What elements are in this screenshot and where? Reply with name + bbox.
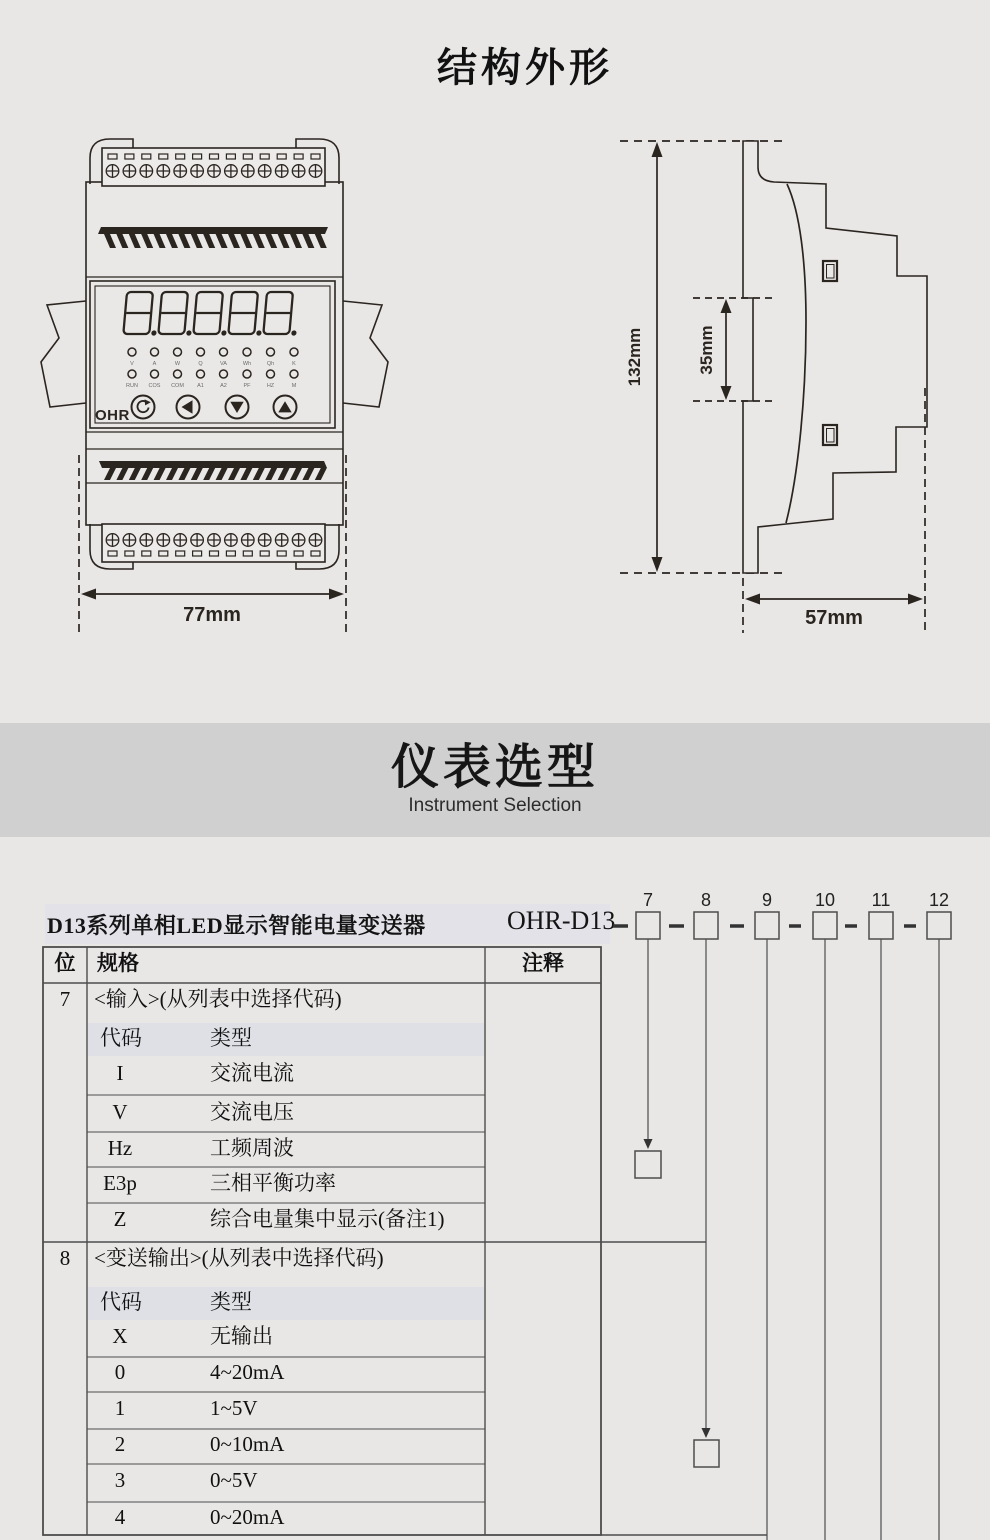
digit-label-11: 11 <box>871 890 891 910</box>
code-cell: 1 <box>114 1396 126 1420</box>
code-cell: E3p <box>103 1171 137 1195</box>
code-cell: I <box>116 1061 124 1085</box>
din-rail-right <box>343 301 388 407</box>
type-cell: 0~20mA <box>210 1505 285 1529</box>
leader-lines <box>648 939 939 1540</box>
digit-label-8: 8 <box>700 890 712 910</box>
section-title: <变送输出>(从列表中选择代码) <box>94 1246 384 1270</box>
height-dimension <box>652 142 663 572</box>
led-label: Qh <box>266 361 275 367</box>
type-cell: 三相平衡功率 <box>210 1171 336 1195</box>
led-label: W <box>174 361 181 367</box>
type-cell: 无输出 <box>210 1324 273 1348</box>
led-label: A1 <box>197 383 204 389</box>
spec-table-lines <box>43 947 767 1535</box>
code-col-header: 代码 <box>100 1290 142 1314</box>
type-cell: 0~10mA <box>210 1432 285 1456</box>
led-label: A2 <box>220 383 227 389</box>
code-cell: 0 <box>114 1360 126 1384</box>
led-label: VA <box>220 361 227 367</box>
product-line-name: D13系列单相LED显示智能电量变送器 <box>47 913 426 938</box>
digit-label-9: 9 <box>761 890 773 910</box>
col-header-pos: 位 <box>54 951 76 975</box>
code-cell: Hz <box>107 1136 133 1160</box>
code-cell: Z <box>113 1207 127 1231</box>
side-profile <box>743 141 927 573</box>
code-cell: 2 <box>114 1432 126 1456</box>
width-dimension-label: 77mm <box>183 604 241 626</box>
section-title: <输入>(从列表中选择代码) <box>94 987 342 1011</box>
type-col-header: 类型 <box>210 1290 252 1314</box>
led-label: Wh <box>242 361 252 367</box>
digit-label-12: 12 <box>928 890 950 910</box>
led-label: Q <box>198 361 203 367</box>
led-label: RUN <box>126 383 138 389</box>
section-pos: 8 <box>59 1246 71 1270</box>
section-band <box>0 723 990 837</box>
led-label: K <box>292 361 296 367</box>
rail-dimension-label: 35mm <box>697 325 716 375</box>
led-label: M <box>291 383 297 389</box>
type-cell: 交流电流 <box>210 1061 294 1085</box>
din-rail-left <box>41 301 86 407</box>
led-label: PF <box>243 383 251 389</box>
code-col-header: 代码 <box>100 1026 142 1050</box>
digit-label-10: 10 <box>814 890 836 910</box>
structure-title: 结构外形 <box>437 46 613 90</box>
led-label: HZ <box>266 383 275 389</box>
code-cell: V <box>112 1100 128 1124</box>
code-cell: 3 <box>114 1468 126 1492</box>
led-label: COS <box>148 383 161 389</box>
structure-drawing <box>0 0 990 705</box>
type-col-header: 类型 <box>210 1026 252 1050</box>
type-cell: 工频周波 <box>210 1136 294 1160</box>
selection-subtitle: Instrument Selection <box>408 794 582 816</box>
digit-label-7: 7 <box>642 890 654 910</box>
output-code-target-box <box>694 1440 719 1467</box>
led-label: COM <box>171 383 184 389</box>
col-header-spec: 规格 <box>97 951 139 975</box>
brand-logo: OHR <box>95 407 130 424</box>
input-code-target-box <box>635 1151 661 1178</box>
type-cell: 1~5V <box>210 1396 258 1420</box>
selection-title: 仪表选型 <box>390 741 599 795</box>
type-cell: 0~5V <box>210 1468 258 1492</box>
type-cell: 4~20mA <box>210 1360 285 1384</box>
model-prefix: OHR-D13 <box>507 906 616 935</box>
type-cell: 综合电量集中显示(备注1) <box>210 1207 445 1231</box>
code-cell: 4 <box>114 1505 126 1529</box>
depth-dimension-label: 57mm <box>805 607 863 629</box>
led-label: A <box>152 361 157 367</box>
section-pos: 7 <box>59 987 71 1011</box>
led-label: V <box>130 361 134 367</box>
height-dimension-label: 132mm <box>625 327 644 387</box>
col-header-note: 注释 <box>522 951 564 975</box>
code-cell: X <box>112 1324 128 1348</box>
type-cell: 交流电压 <box>210 1100 294 1124</box>
